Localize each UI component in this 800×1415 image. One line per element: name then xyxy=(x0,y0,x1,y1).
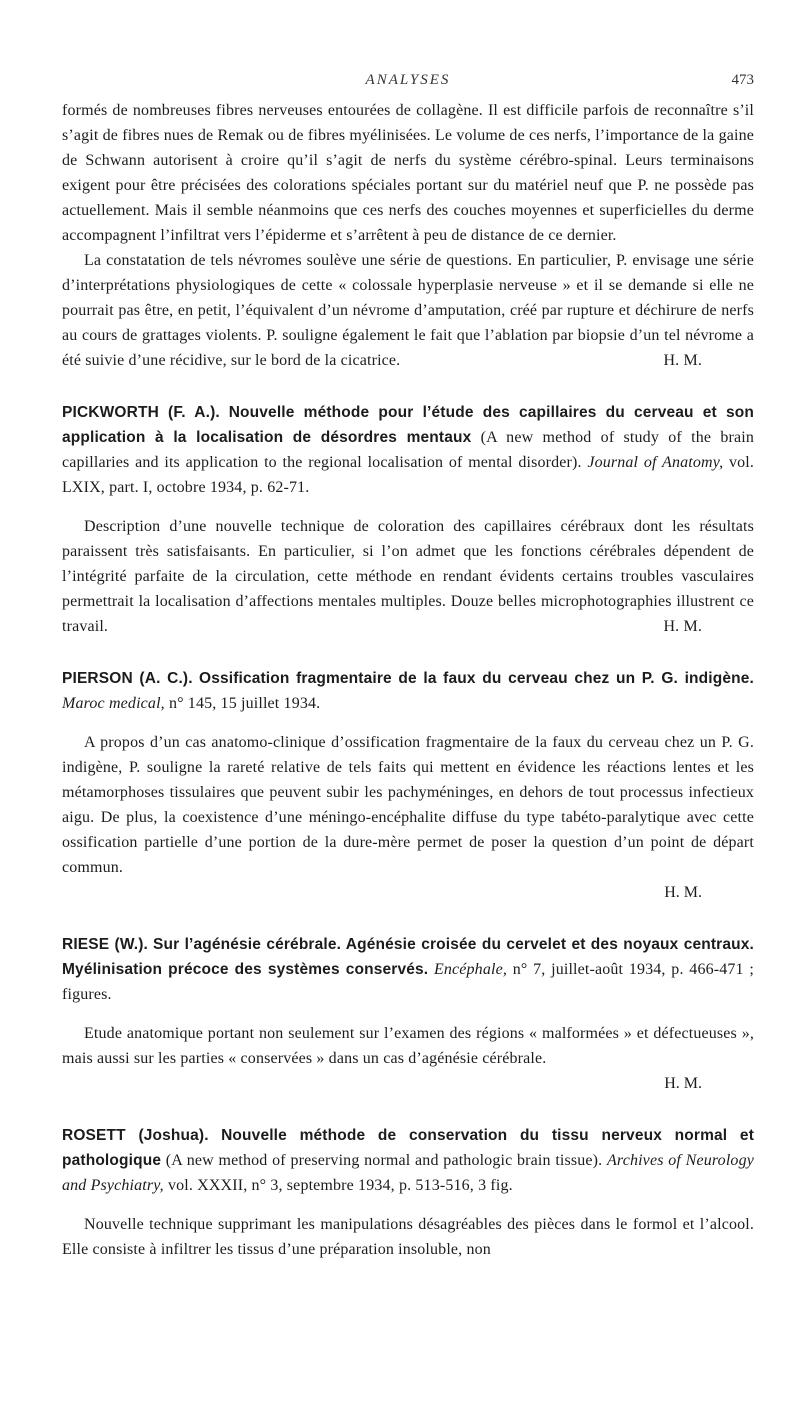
journal-name: Journal of Anatomy, xyxy=(587,454,724,471)
paragraph-text: La constatation de tels névromes soulève une série de questions. En particulier, P. envisage une série d’interprétations physiologiques de cette « colossale hyperplasie nerveuse » et il se demande si elle ne pourrait pas être, en petit, l’équivalent d’un névrome d’amputation, créé par rupture et déchirure de nerfs au cours de grattages violents. P. souligne également le fait que l’ablation par biopsie d’un tel névrome a été suivie d’une récidive, sur le bord de la cicatrice. xyxy=(62,252,754,369)
review-entry xyxy=(62,1123,754,1262)
review-entry xyxy=(62,932,754,1096)
entry-title: Ossification fragmentaire de la faux du cerveau chez un P. G. indigène. xyxy=(198,670,754,687)
entry-summary: Nouvelle technique supprimant les manipulations désagréables des pièces dans le formol et l’alcool. Elle consiste à infiltrer les tissus d’une préparation insoluble, non xyxy=(62,1216,754,1258)
summary-text: Description d’une nouvelle technique de coloration des capillaires cérébraux dont les résultats paraissent très satisfaisants. En particulier, si l’on admet que les fonctions cérébrales dépendent de l’intégrité parfaite de la circulation, cette méthode en rendant évidents certains troubles vasculaires permettrait la localisation d’affections mentales multiples. Douze belles microphotographies illustrent ce travail. xyxy=(62,518,754,635)
entry-citation xyxy=(62,1123,754,1198)
journal-name: Maroc medical, xyxy=(62,695,165,712)
journal-name: Encéphale, xyxy=(433,961,507,978)
entry-citation xyxy=(62,666,754,716)
continuation-paragraph: formés de nombreuses fibres nerveuses entourées de collagène. Il est difficile parfois de reconnaître s’il s’agit de fibres nues de Remak ou de fibres myélinisées. Le volume de ces nerfs, l’importance de la gaine de Schwann autorisent à croire qu’il s’agit de nerfs du système cérébro-spinal. Leurs terminaisons exigent pour être précisées des colorations spéciales portant sur du matériel neuf que P. ne possède pas actuellement. Mais il semble néanmoins que ces nerfs des couches moyennes et superficielles du derme accompagnent l’infiltrat vers l’épiderme et s’arrêtent à peu de distance de ce dernier. xyxy=(62,102,754,244)
entry-title: Sur l’agénésie cérébrale. Agénésie croisée du cervelet et des noyaux centraux. Myélinisation précoce des systèmes conservés. xyxy=(62,936,754,978)
reviewer-signature: H. M. xyxy=(663,352,702,369)
page xyxy=(62,62,754,1262)
citation-note: (A new method of study of the brain capillaries and its application to the regional localisation of mental disorder). xyxy=(62,429,754,471)
citation-details: vol. LXIX, part. I, octobre 1934, p. 62-71. xyxy=(62,454,754,496)
continuation-paragraph xyxy=(62,248,754,373)
page-number: 473 xyxy=(731,72,754,88)
citation-note: (A new method of preserving normal and pathologic brain tissue). xyxy=(161,1152,607,1169)
entry-citation xyxy=(62,400,754,500)
entry-author: RIESE (W.). xyxy=(62,936,149,953)
journal-name: Archives of Neurology and Psychiatry, xyxy=(62,1152,754,1194)
running-head-title: ANALYSES xyxy=(365,72,451,88)
reviewer-signature: H. M. xyxy=(664,1075,702,1092)
entry-summary: Etude anatomique portant non seulement sur l’examen des régions « malformées » et défectueuses », mais aussi sur les parties « conservées » dans un cas d’agénésie cérébrale. xyxy=(62,1025,754,1067)
entry-summary: A propos d’un cas anatomo-clinique d’ossification fragmentaire de la faux du cerveau chez un P. G. indigène, P. souligne la rareté relative de tels faits qui mettent en évidence les réactions lentes et les métamorphoses tissulaires que peuvent subir les pachyméninges, en dehors de tout processus infectieux aigu. De plus, la coexistence d’une méningo-encéphalite diffuse du type tabéto-paralytique avec cette ossification partielle d’une portion de la dure-mère permet de poser la question d’un point de départ commun. xyxy=(62,734,754,876)
citation-details: n° 145, 15 juillet 1934. xyxy=(164,695,321,712)
entry-title: Nouvelle méthode pour l’étude des capillaires du cerveau et son application à la localisation de désordres mentaux xyxy=(62,404,755,446)
citation-details: vol. XXXII, n° 3, septembre 1934, p. 513-516, 3 fig. xyxy=(163,1177,513,1194)
entry-citation xyxy=(62,932,754,1007)
entry-title: Nouvelle méthode de conservation du tissu nerveux normal et pathologique xyxy=(62,1127,755,1169)
entry-author: ROSETT (Joshua). xyxy=(62,1127,209,1144)
review-entry xyxy=(62,400,754,639)
reviewer-signature: H. M. xyxy=(664,884,702,901)
entry-author: PICKWORTH (F. A.). xyxy=(62,404,220,421)
running-head xyxy=(62,62,754,98)
entry-author: PIERSON (A. C.). xyxy=(62,670,193,687)
reviewer-signature: H. M. xyxy=(663,618,702,635)
entry-summary xyxy=(62,514,754,639)
citation-details: n° 7, juillet-août 1934, p. 466-471 ; figures. xyxy=(62,961,754,1003)
review-entry xyxy=(62,666,754,905)
